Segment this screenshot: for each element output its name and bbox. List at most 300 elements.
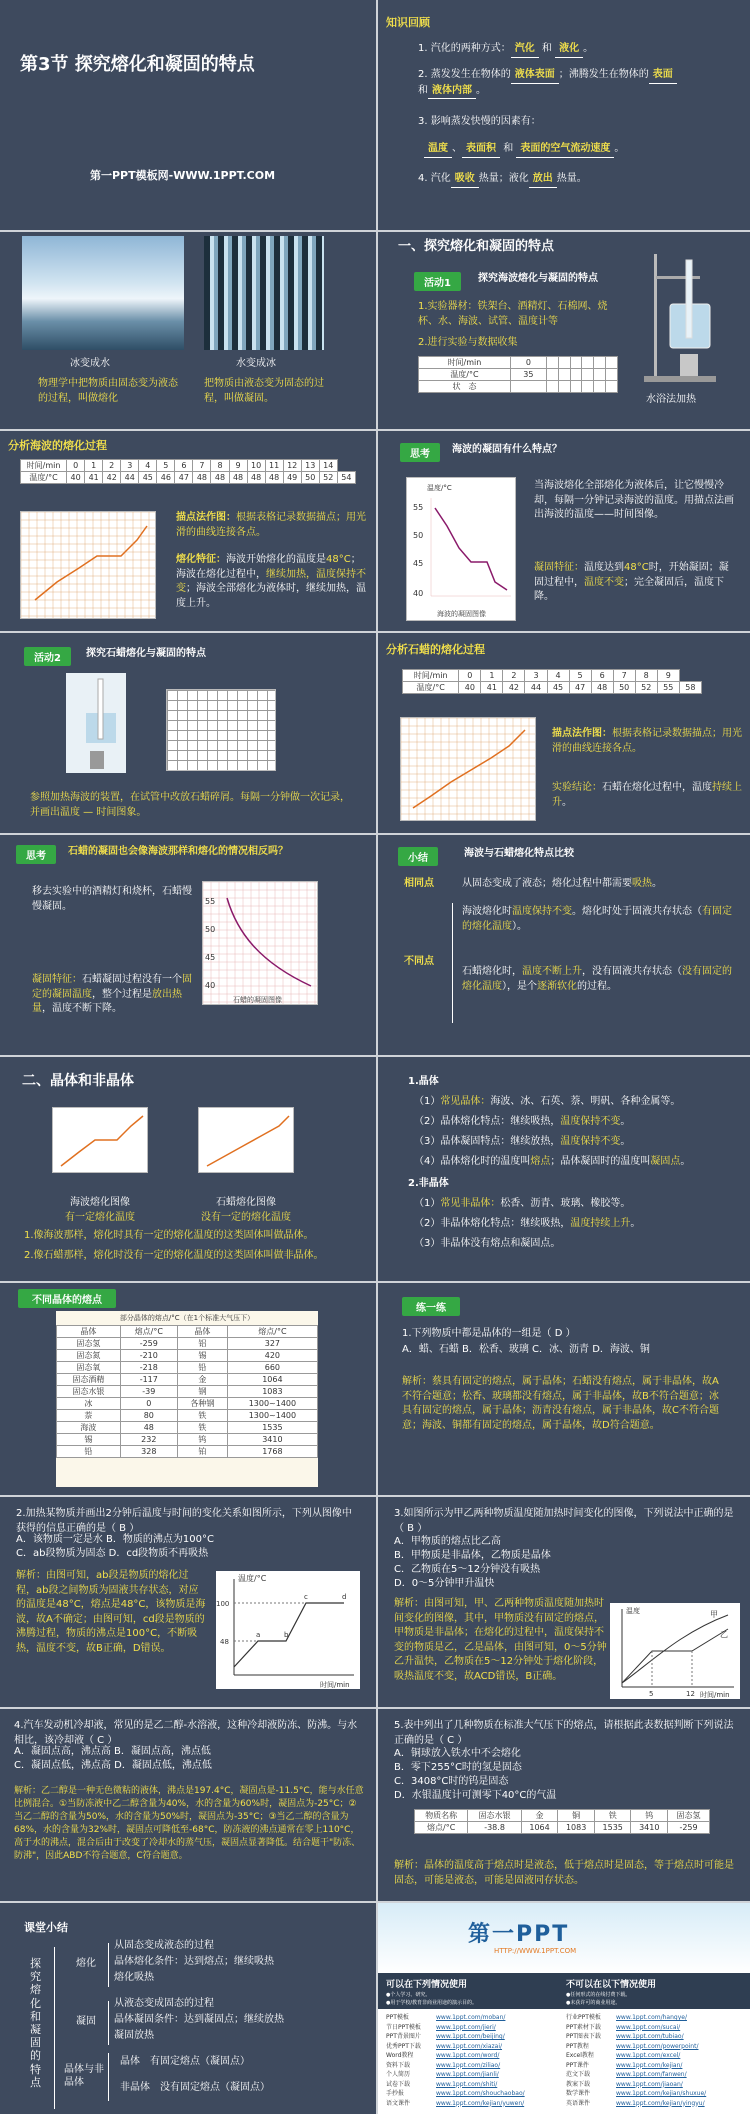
table-cell: 42 — [503, 682, 525, 694]
wax-melting-heading: 分析石蜡的熔化过程 — [386, 643, 485, 656]
tick: 55 — [205, 897, 216, 906]
table-cell: -38.8 — [468, 1822, 521, 1834]
solid-item-3: 凝固放热 — [114, 2030, 154, 2041]
usage-ok-title: 可以在下列情况使用 — [386, 1980, 468, 1990]
table-cell: 3 — [121, 460, 139, 472]
table-cell: 冰 — [57, 1398, 121, 1410]
table-cell: 1535 — [227, 1422, 317, 1434]
q5-option-d: D．水银温度计可测零下40°C的气温 — [394, 1790, 557, 1801]
slide-exercise-1 — [378, 1283, 750, 1495]
table-cell: 固态氮 — [57, 1350, 121, 1362]
q3-option-c: C．乙物质在5～12分钟没有吸热 — [394, 1564, 541, 1575]
table-cell: 48 — [211, 472, 229, 484]
resource-link[interactable]: 范文下载 www.1ppt.com/fanwen/ — [566, 2071, 687, 2078]
crystal-bracket — [108, 2053, 109, 2101]
table-row — [57, 1338, 318, 1350]
crystal-summary-2: 非晶体 没有固定熔点（凝固点） — [120, 2082, 270, 2093]
resource-link[interactable]: 节日PPT模板 www.1ppt.com/jieri/ — [386, 2023, 496, 2031]
caption-water-to-ice: 水变成冰 — [236, 358, 276, 369]
resource-link[interactable]: PPT图表下载 www.1ppt.com/tubiao/ — [566, 2033, 684, 2040]
table-cell: 1 — [481, 670, 503, 682]
diff-label: 不同点 — [404, 956, 434, 967]
slide-wax-solidify — [0, 835, 376, 1055]
resource-link[interactable]: PPT课件 www.1ppt.com/kejian/ — [566, 2061, 683, 2069]
table-cell: 铅 — [57, 1446, 121, 1458]
table-cell: 54 — [337, 472, 355, 484]
tick: 40 — [205, 981, 216, 990]
table-cell: -210 — [120, 1350, 177, 1362]
resource-link[interactable]: 资料下载 www.1ppt.com/ziliao/ — [386, 2061, 501, 2069]
table-cell: 3410 — [227, 1434, 317, 1446]
table-cell: 58 — [679, 682, 701, 694]
slide-melting-points-table — [0, 1283, 376, 1495]
usage-ok-2: ●用于学校/教育非商业用途的演示目的。 — [386, 2000, 478, 2006]
table-cell: -259 — [120, 1338, 177, 1350]
table-cell: 9 — [657, 670, 679, 682]
table-cell: 45 — [547, 682, 569, 694]
resource-link[interactable]: PPT模板 www.1ppt.com/moban/ — [386, 2014, 506, 2021]
apparatus-caption: 水浴法加热 — [646, 394, 696, 405]
q3-option-b: B．甲物质是非晶体，乙物质是晶体 — [394, 1550, 551, 1561]
slide-crystal-details — [378, 1057, 750, 1281]
table-cell: 固态水银 — [468, 1810, 521, 1822]
resource-link[interactable]: 手抄报 www.1ppt.com/shouchaobao/ — [386, 2090, 525, 2097]
plot-method-text: 描点法作图：根据表格记录数据描点；用光滑的曲线连接各点。 — [176, 512, 366, 538]
link-list-left — [386, 2013, 562, 2108]
table-row — [57, 1386, 318, 1398]
table-cell: -117 — [120, 1374, 177, 1386]
series-label-yi: 乙 — [720, 1630, 728, 1639]
tick: 50 — [413, 531, 424, 540]
q4-options-a: A．凝固点高，沸点高 B．凝固点高，沸点低 — [14, 1746, 211, 1757]
crystal-item-1: （1）常见晶体：海波、冰、石英、萘、明矾、各种金属等。 — [414, 1096, 681, 1107]
table-cell: 420 — [227, 1350, 317, 1362]
melt-item-3: 熔化吸热 — [114, 1972, 154, 1983]
tick: 48 — [220, 1638, 229, 1646]
main-title: 第3节 探究熔化和凝固的特点 — [20, 54, 255, 75]
summary-vertical-title: 探究熔化和凝固的特点 — [30, 1957, 41, 2089]
hypo-diff-text: 海波熔化时温度保持不变。熔化时处于固液共存状态（有固定的熔化温度）。 — [462, 906, 732, 932]
tick: 45 — [205, 953, 216, 962]
table-cell: 7 — [193, 460, 211, 472]
table-cell: 1083 — [227, 1386, 317, 1398]
materials-text: 1.实验器材：铁架台、酒精灯、石棉网、烧杯、水、海波、试管、温度计等 — [418, 301, 608, 327]
melt-item-1: 从固态变成液态的过程 — [114, 1940, 214, 1951]
table-cell: -39 — [120, 1386, 177, 1398]
tick: 55 — [413, 503, 424, 512]
table-cell: 1064 — [227, 1374, 317, 1386]
table-cell: 44 — [121, 472, 139, 484]
melting-points-tag: 不同晶体的熔点 — [18, 1289, 116, 1308]
review-heading: 知识回顾 — [386, 16, 430, 29]
tick: 100 — [216, 1600, 230, 1608]
table-cell: 41 — [481, 682, 503, 694]
solid-item-1: 从液态变成固态的过程 — [114, 1998, 214, 2009]
table-cell: 6 — [591, 670, 613, 682]
amorphous-item-1: （1）常见非晶体：松香、沥青、玻璃、橡胶等。 — [414, 1198, 631, 1209]
slide-exercise-2 — [0, 1497, 376, 1707]
table-cell: 1064 — [521, 1822, 558, 1834]
link-list-right — [566, 2013, 746, 2108]
wax-solidify-feature: 凝固特征：石蜡凝固过程没有一个固定的凝固温度，整个过程是放出热量，温度不断下降。 — [32, 974, 192, 1014]
wax-plot-method: 描点法作图：根据表格记录数据描点；用光滑的曲线连接各点。 — [552, 728, 742, 754]
table-cell: 11 — [265, 460, 283, 472]
table-cell: 48 — [247, 472, 265, 484]
table-cell: 232 — [120, 1434, 177, 1446]
y-axis-label: 温度/°C — [427, 484, 452, 492]
tick: 50 — [205, 925, 216, 934]
wax-apparatus — [66, 673, 126, 773]
x-caption: 石蜡的凝固图像 — [233, 996, 282, 1004]
table-header: 晶体 — [177, 1326, 227, 1338]
table-cell: 13 — [301, 460, 319, 472]
table-cell: 1083 — [558, 1822, 595, 1834]
table-cell: 2 — [503, 670, 525, 682]
tick: 40 — [413, 589, 424, 598]
table-cell: 1300~1400 — [227, 1398, 317, 1410]
question-2-options-b: C．ab段物质为固态 D．cd段物质不再吸热 — [16, 1548, 209, 1559]
icicles-photo — [204, 236, 324, 350]
table-cell: 金 — [177, 1374, 227, 1386]
table-row — [57, 1350, 318, 1362]
point-label: d — [342, 1593, 347, 1601]
slide-exercise-3 — [378, 1497, 750, 1707]
table-row — [57, 1410, 318, 1422]
wax-graph-caption: 石蜡熔化图像 没有一定的熔化温度 — [201, 1197, 291, 1223]
solid-item-2: 晶体凝固条件：达到凝固点；继续放热 — [114, 2014, 284, 2025]
same-text: 从固态变成了液态；熔化过程中都需要吸热。 — [462, 878, 662, 889]
table-cell: 48 — [591, 682, 613, 694]
table-cell: 固态氢 — [668, 1810, 710, 1822]
table-cell: 50 — [301, 472, 319, 484]
table-cell: 327 — [227, 1338, 317, 1350]
table-cell: 铂 — [177, 1446, 227, 1458]
y-axis-label: 温度 — [626, 1607, 640, 1615]
review-line-1: 1. 汽化的两种方式： 汽化 和 液化 。 — [418, 42, 593, 58]
table-cell: 80 — [120, 1410, 177, 1422]
question-2-graph — [216, 1571, 360, 1689]
crystal-heading: 1.晶体 — [408, 1076, 439, 1087]
table-cell: 47 — [175, 472, 193, 484]
row-time: 时间/min — [419, 357, 511, 369]
x-axis-label: 时间/min — [320, 1681, 350, 1689]
table-cell: 3410 — [631, 1822, 668, 1834]
table-cell: 41 — [85, 472, 103, 484]
resource-link[interactable]: 语文课件 www.1ppt.com/kejian/yuwen/ — [386, 2099, 525, 2107]
table-cell: 0 — [459, 670, 481, 682]
slide-exercise-4 — [0, 1709, 376, 1901]
table-cell: 萘 — [57, 1410, 121, 1422]
resource-link[interactable]: 数学课件 www.1ppt.com/kejian/shuxue/ — [566, 2090, 707, 2097]
summary-title: 海波与石蜡熔化特点比较 — [464, 848, 574, 859]
question-5-analysis: 解析：晶体的温度高于熔点时是液态，低于熔点时是固态，等于熔点时可能是固态，可能是液态，可能是固液同存状态。 — [394, 1860, 734, 1886]
review-line-3b: 温度 、 表面积 和 表面的空气流动速度 。 — [424, 142, 624, 158]
table-cell: 48 — [265, 472, 283, 484]
table-cell: 0 — [120, 1398, 177, 1410]
q3-option-a: A．甲物质的熔点比乙高 — [394, 1536, 501, 1547]
slide-hypo-solidify — [378, 431, 750, 631]
wax-empty-grid — [166, 689, 276, 771]
table-cell: 铅 — [177, 1362, 227, 1374]
question-3-graph — [610, 1603, 740, 1699]
table-cell: 4 — [139, 460, 157, 472]
crystal-item-2: （2）晶体熔化特点：继续吸热，温度保持不变。 — [414, 1116, 631, 1127]
resource-link[interactable]: Word教程 www.1ppt.com/word/ — [386, 2052, 500, 2059]
table-header: 熔点/°C — [120, 1326, 177, 1338]
table-cell: 50 — [613, 682, 635, 694]
slide-title — [0, 0, 376, 230]
amorphous-heading: 2.非晶体 — [408, 1178, 449, 1189]
table-cell: 温度/°C — [403, 682, 459, 694]
question-2: 2.加热某物质并画出2分钟后温度与时间的变化关系如图所示，下列从图像中获得的信息正确的是（ B ） — [16, 1508, 352, 1534]
resource-link[interactable]: 个人简历 www.1ppt.com/jianli/ — [386, 2071, 499, 2078]
crystal-label: 晶体与非晶体 — [64, 2064, 104, 2088]
slide-wax-melting-analysis — [378, 633, 750, 833]
resource-link[interactable]: PPT背景图片 www.1ppt.com/beijing/ — [386, 2033, 505, 2040]
table-cell: 40 — [67, 472, 85, 484]
table-cell: 4 — [547, 670, 569, 682]
question-1: 1.下列物质中都是晶体的一组是（ D ） — [402, 1328, 576, 1339]
table-header: 熔点/°C — [227, 1326, 317, 1338]
table-cell: 锡 — [177, 1350, 227, 1362]
table-row — [57, 1362, 318, 1374]
resource-link[interactable]: 优秀PPT下载 www.1ppt.com/xiazai/ — [386, 2042, 503, 2050]
solidifying-definition: 把物质由液态变为固态的过程，叫做凝固。 — [204, 378, 324, 404]
table-cell: 金 — [521, 1810, 558, 1822]
q5-option-c: C．3408°C时的钨是固态 — [394, 1776, 509, 1787]
table-cell: 44 — [525, 682, 547, 694]
table-cell: 7 — [613, 670, 635, 682]
solid-label: 凝固 — [76, 2016, 96, 2027]
table-cell: 12 — [283, 460, 301, 472]
table-cell: -259 — [668, 1822, 710, 1834]
table-cell: 45 — [139, 472, 157, 484]
table-cell: 52 — [319, 472, 337, 484]
subtitle: 第一PPT模板网-WWW.1PPT.COM — [90, 169, 276, 182]
q5-option-a: A．铜球放入铁水中不会熔化 — [394, 1748, 521, 1759]
question-4: 4.汽车发动机冷却液，常见的是乙二醇-水溶液，这种冷却液防冻、防沸。与水相比，该冷却液（ C ） — [14, 1720, 358, 1746]
question-3-analysis: 解析：由图可知，甲、乙两种物质温度随加热时间变化的图像，其中，甲物质没有固定的熔点，甲物质是非晶体；在熔化的过程中，温度保持不变的物质是乙，乙是晶体，由图可知，0～5分钟乙升温快，乙物质在5～12分钟处于熔化阶段，吸热温度不变，故ACD错误，B正确。 — [394, 1598, 607, 1682]
class-summary-heading: 课堂小结 — [24, 1921, 68, 1934]
table-cell: 各种钢 — [177, 1398, 227, 1410]
resource-link[interactable]: Excel教程 www.1ppt.com/excel/ — [566, 2052, 681, 2059]
slide-activity-2 — [0, 633, 376, 833]
amorphous-item-2: （2）非晶体熔化特点：继续吸热，温度持续上升。 — [414, 1218, 641, 1229]
summary-tag: 小结 — [398, 847, 438, 866]
q5-option-b: B．零下255°C时的氢是固态 — [394, 1762, 522, 1773]
hypo-graph-caption: 海波熔化图像 有一定熔化温度 — [65, 1197, 135, 1223]
q3-option-d: D．0～5分钟甲升温快 — [394, 1578, 495, 1589]
table-header: 晶体 — [57, 1326, 121, 1338]
slide-review — [378, 0, 750, 230]
table-cell: 40 — [459, 682, 481, 694]
wax-cooling-text: 移去实验中的酒精灯和烧杯，石蜡慢慢凝固。 — [32, 886, 192, 912]
table-cell: 0 — [67, 460, 85, 472]
slide-crystal-intro — [0, 1057, 376, 1281]
question-3: 3.如图所示为甲乙两种物质温度随加热时间变化的图像，下列说法中正确的是（ B ） — [394, 1508, 734, 1534]
question-1-analysis: 解析：蔡具有固定的熔点，属于晶体；石蜡没有熔点，属于非晶体，故A不符合题意；松香、玻璃都没有熔点，属于非晶体，故B不符合题意；冰具有固定的熔点，属于晶体；沥青没有熔点，属于非晶体，故C不符合题意；海波、铜都有固定的熔点，属于晶体，故D符合题意。 — [402, 1376, 719, 1431]
question-1-options: A．蜡、石蜡 B．松香、玻璃 C．冰、沥青 D．海波、铜 — [402, 1344, 650, 1355]
resource-link[interactable]: 试卷下载 www.1ppt.com/shiti/ — [386, 2080, 498, 2088]
question-5: 5.表中列出了几种物质在标准大气压下的熔点，请根据此表数据判断下列说法正确的是（ C ） — [394, 1720, 734, 1746]
slide-melt-solidify-photos — [0, 232, 376, 429]
table-row — [57, 1398, 318, 1410]
slide-activity-1 — [378, 232, 750, 429]
table-cell: 固态氢 — [57, 1338, 121, 1350]
activity-2-title: 探究石蜡熔化与凝固的特点 — [86, 648, 206, 659]
wax-diff-text: 石蜡熔化时，温度不断上升，没有固液共存状态（没有固定的熔化温度），是个逐渐软化的过程。 — [462, 966, 732, 992]
think-question-2: 石蜡的凝固也会像海波那样和熔化的情况相反吗？ — [68, 846, 288, 857]
table-cell: 1768 — [227, 1446, 317, 1458]
table-cell: 5 — [157, 460, 175, 472]
melting-definition: 物理学中把物质由固态变为液态的过程，叫做熔化 — [38, 378, 178, 404]
table-cell: 海波 — [57, 1422, 121, 1434]
table-cell: 物质名称 — [415, 1810, 468, 1822]
crystal-definition: 1.像海波那样，熔化时具有一定的熔化温度的这类固体叫做晶体。 — [24, 1230, 314, 1241]
q4-options-b: C．凝固点低，沸点高 D．凝固点低，沸点低 — [14, 1760, 212, 1771]
melt-label: 熔化 — [76, 1958, 96, 1969]
point-label: a — [256, 1631, 261, 1639]
caption-ice-to-water: 冰变成水 — [70, 358, 110, 369]
solidify-feature-text: 凝固特征：温度达到48°C时，开始凝固；凝固过程中，温度不变；完全凝固后，温度下降。 — [534, 562, 729, 602]
table-cell: 2 — [103, 460, 121, 472]
wax-conclusion: 实验结论：石蜡在熔化过程中，温度持续上升。 — [552, 782, 742, 808]
tick: 45 — [413, 559, 424, 568]
ice-melting-photo — [22, 236, 184, 350]
point-label: b — [284, 1631, 289, 1639]
slide-class-summary — [0, 1903, 376, 2114]
wax-solidify-graph — [202, 881, 318, 1005]
slide-credits — [378, 1903, 750, 2114]
table-row — [57, 1374, 318, 1386]
usage-no-title: 不可以在以下情况使用 — [566, 1980, 657, 1990]
q5-table — [414, 1809, 710, 1834]
table-cell: 14 — [319, 460, 337, 472]
row-temp: 温度/°C — [419, 369, 511, 381]
table-cell: 铝 — [177, 1338, 227, 1350]
question-2-analysis: 解析：由图可知，ab段是物质的熔化过程，ab段之间物质为固液共存状态，对应的温度是48°C，熔点是48°C，该物质是海波，故A不确定；由图可知，cd段是物质的沸腾过程，物质的沸点是100°C，不断吸热，温度不变，故B正确，D错误。 — [16, 1570, 206, 1654]
table-cell: 钨 — [631, 1810, 668, 1822]
table-cell: 时间/min — [403, 670, 459, 682]
table-cell: 铁 — [594, 1810, 631, 1822]
table-cell: -218 — [120, 1362, 177, 1374]
table-cell: 660 — [227, 1362, 317, 1374]
summary-bracket — [54, 1947, 55, 2109]
hypo-graph-small — [52, 1107, 148, 1173]
usage-panel — [378, 1973, 750, 2009]
review-line-2: 2. 蒸发发生在物体的 液体表面 ；沸腾发生在物体的 表面 和 液体内部 。 — [418, 68, 738, 99]
table-cell: 5 — [569, 670, 591, 682]
table-cell: 铁 — [177, 1410, 227, 1422]
hypo-melting-table — [20, 459, 356, 484]
melt-item-2: 晶体熔化条件：达到熔点；继续吸热 — [114, 1956, 274, 1967]
table-cell: 46 — [157, 472, 175, 484]
think-tag: 思考 — [400, 443, 440, 462]
point-label: c — [304, 1593, 308, 1601]
review-line-3: 3. 影响蒸发快慢的因素有： — [418, 116, 541, 127]
amorphous-item-3: （3）非晶体没有熔点和凝固点。 — [414, 1238, 561, 1249]
wax-melting-graph — [400, 717, 536, 821]
activity-2-tag: 活动2 — [24, 647, 71, 666]
exercise-tag: 练一练 — [402, 1297, 460, 1316]
solid-bracket — [108, 2001, 109, 2045]
melting-points-table — [56, 1325, 318, 1458]
table-cell: 48 — [229, 472, 247, 484]
same-label: 相同点 — [404, 878, 434, 889]
wax-melting-table — [402, 669, 702, 694]
table-row — [57, 1434, 318, 1446]
brand-logo: 第一PPT — [468, 1922, 570, 1947]
series-label-jia: 甲 — [710, 1610, 718, 1619]
table-cell: 47 — [569, 682, 591, 694]
row-state: 状 态 — [419, 381, 511, 393]
table-row — [57, 1446, 318, 1458]
table-cell: 52 — [635, 682, 657, 694]
question-2-options-a: A．该物质一定是水 B．物质的沸点为100°C — [16, 1534, 214, 1545]
table-cell: 1300~1400 — [227, 1410, 317, 1422]
x-axis-label: 时间/min — [700, 1691, 730, 1699]
melting-points-panel — [56, 1311, 318, 1487]
table-cell: 42 — [103, 472, 121, 484]
section-heading-2: 二、晶体和非晶体 — [22, 1073, 134, 1089]
melt-bracket — [108, 1943, 109, 1987]
activity-2-instruction: 参照加热海波的装置，在试管中改放石蜡碎屑。每隔一分钟做一次记录，并画出温度 — 时间图象。 — [30, 792, 350, 818]
table-cell: 固态酒精 — [57, 1374, 121, 1386]
y-axis-label: 温度/°C — [238, 1574, 267, 1583]
x-caption: 海波的凝固图像 — [437, 610, 486, 618]
cell: 0 — [510, 357, 546, 369]
table-cell: 8 — [211, 460, 229, 472]
resource-link[interactable]: 教案下载 www.1ppt.com/jiaoan/ — [566, 2080, 683, 2088]
think-question: 海波的凝固有什么特点？ — [452, 444, 562, 455]
table-cell: 55 — [657, 682, 679, 694]
table-cell: 熔点/°C — [415, 1822, 468, 1834]
cell: 35 — [510, 369, 546, 381]
usage-no-2: ●未获许可的商业用途。 — [566, 2000, 621, 2006]
activity-1-tag: 活动1 — [414, 272, 461, 291]
usage-no-1: ●任何形式的在线付费下载。 — [566, 1992, 631, 1998]
resource-link[interactable]: PPT教程 www.1ppt.com/powerpoint/ — [566, 2042, 699, 2050]
table-cell: 48 — [120, 1422, 177, 1434]
usage-ok-1: ●个人学习、研究。 — [386, 1992, 431, 1998]
water-bath-apparatus — [640, 246, 720, 386]
diff-bracket — [452, 903, 453, 1023]
brand-url: HTTP://WWW.1PPT.COM — [494, 1947, 577, 1955]
table-cell: 固态水银 — [57, 1386, 121, 1398]
table-cell: 钨 — [177, 1434, 227, 1446]
slide-exercise-5 — [378, 1709, 750, 1901]
resource-link[interactable]: 英语课件 www.1ppt.com/kejian/yingyu/ — [566, 2099, 705, 2107]
table-title: 部分晶体的熔点/°C（在1个标准大气压下） — [119, 1314, 255, 1322]
table-cell: 49 — [283, 472, 301, 484]
table-cell: 钢 — [177, 1386, 227, 1398]
review-line-4: 4. 汽化 吸收 热量；液化 放出 热量。 — [418, 172, 587, 188]
table-cell: 328 — [120, 1446, 177, 1458]
table-cell: 温度/°C — [21, 472, 67, 484]
table-cell: 1 — [85, 460, 103, 472]
table-cell: 9 — [229, 460, 247, 472]
resource-link[interactable]: 行业PPT模板 www.1ppt.com/hangye/ — [566, 2014, 687, 2021]
table-cell: 10 — [247, 460, 265, 472]
amorphous-definition: 2.像石蜡那样，熔化时没有一定的熔化温度的这类固体叫做非晶体。 — [24, 1250, 324, 1261]
resource-link[interactable]: PPT素材下载 www.1ppt.com/sucai/ — [566, 2023, 681, 2031]
table-cell: 1535 — [594, 1822, 631, 1834]
wax-graph-small — [198, 1107, 294, 1173]
table-cell: 铁 — [177, 1422, 227, 1434]
crystal-summary-1: 晶体 有固定熔点（凝固点） — [120, 2056, 250, 2067]
melting-feature-text: 熔化特征：海波开始熔化的温度是48°C；海波在熔化过程中，继续加热，温度保持不变；海波全部熔化为液体时，继续加热，温度上升。 — [176, 554, 366, 609]
crystal-item-4: （4）晶体熔化时的温度叫熔点；晶体凝固时的温度叫凝固点。 — [414, 1156, 691, 1167]
